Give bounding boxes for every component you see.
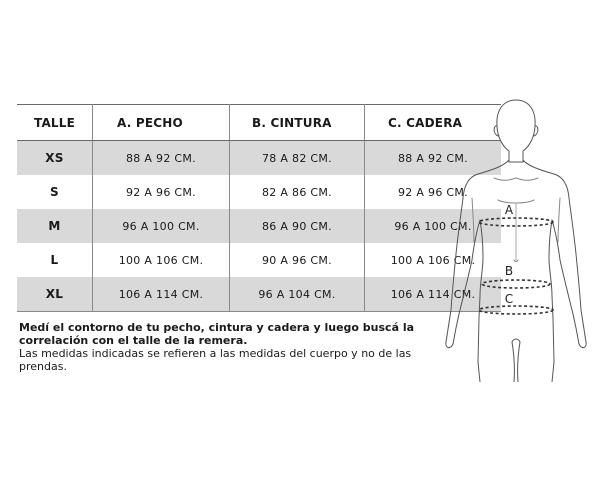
- pecho-cell: 92 A 96 CM.: [93, 175, 230, 209]
- measurement-instruction: Medí el contorno de tu pecho, cintura y cadera y luego buscá la correlación con el talle de la remera.: [19, 321, 415, 347]
- header-pecho: A. PECHO: [93, 105, 230, 141]
- cintura-cell: 96 A 104 CM.: [230, 277, 365, 312]
- figure-head: [497, 100, 535, 162]
- figure-right-arm-inner: [558, 198, 560, 242]
- figure-chest-line: [498, 200, 534, 203]
- measurement-note: [19, 321, 439, 373]
- figure-body-outline-right: [523, 160, 586, 382]
- cintura-cell: 90 A 96 CM.: [230, 243, 365, 277]
- figure-legs-inner: [512, 339, 520, 382]
- pecho-cell: 88 A 92 CM.: [93, 141, 230, 176]
- body-figure-illustration: [436, 92, 596, 382]
- figure-clavicle: [494, 178, 538, 180]
- cintura-cell: 78 A 82 CM.: [230, 141, 365, 176]
- label-a: A: [504, 203, 514, 217]
- size-cell: XL: [17, 277, 93, 312]
- cadera-cell: 96 A 100 CM.: [365, 209, 502, 243]
- hip-measure-line: [479, 306, 553, 314]
- pecho-cell: 100 A 106 CM.: [93, 243, 230, 277]
- cadera-cell: 92 A 96 CM.: [398, 185, 468, 199]
- size-cell: M: [17, 209, 93, 243]
- cadera-cell: 106 A 114 CM.: [365, 277, 502, 312]
- size-cell: L: [17, 243, 93, 277]
- cadera-cell: 100 A 106 CM.: [390, 253, 476, 267]
- table-row: [17, 277, 501, 312]
- label-b: B: [504, 264, 514, 278]
- waist-measure-line: [482, 280, 550, 288]
- table-row: [17, 209, 501, 243]
- cintura-cell: 86 A 90 CM.: [230, 209, 365, 243]
- size-cell: S: [17, 175, 93, 209]
- header-talle: TALLE: [17, 105, 93, 141]
- header-cadera: C. CADERA: [365, 105, 502, 141]
- table-row: [17, 141, 501, 176]
- table-row: [17, 175, 501, 209]
- measurement-disclaimer: Las medidas indicadas se refieren a las medidas del cuerpo y no de las prendas.: [19, 347, 412, 373]
- figure-left-arm-inner: [472, 198, 474, 242]
- size-cell: XS: [17, 141, 93, 176]
- cintura-cell: 82 A 86 CM.: [230, 175, 365, 209]
- label-c: C: [504, 292, 514, 306]
- table-row: [17, 243, 501, 277]
- size-chart-table: [17, 104, 501, 312]
- pecho-cell: 96 A 100 CM.: [93, 209, 230, 243]
- header-cintura: B. CINTURA: [230, 105, 365, 141]
- figure-body-outline: [446, 160, 509, 382]
- cadera-cell: 88 A 92 CM.: [365, 141, 502, 176]
- pecho-cell: 106 A 114 CM.: [93, 277, 230, 312]
- table-header-row: [17, 105, 501, 141]
